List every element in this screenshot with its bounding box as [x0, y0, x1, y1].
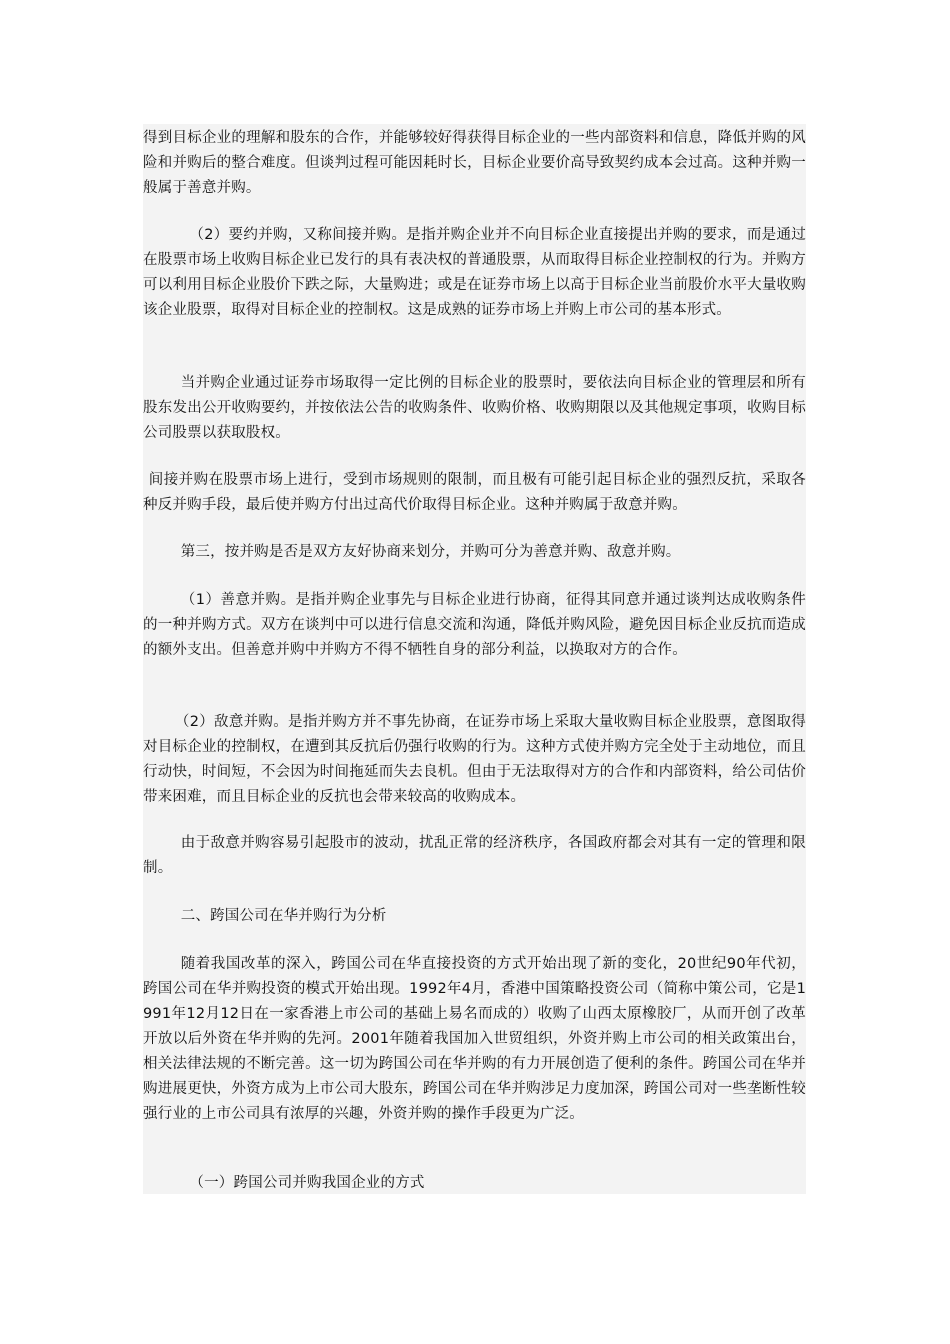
paragraph-7: （2）敌意并购。是指并购方并不事先协商，在证券市场上采取大量收购目标企业股票，意图取得对目标企业的控制权，在遭到其反抗后仍强行收购的行为。这种方式使并购方完全处于主动地位，而且行动快，时间短，不会因为时间拖延而失去良机。但由于无法取得对方的合作和内部资料，给公司估价带来困难，而且目标企业的反抗也会带来较高的收购成本。 — [143, 714, 806, 805]
paragraph-5: 第三，按并购是否是双方友好协商来划分，并购可分为善意并购、敌意并购。 — [180, 544, 681, 560]
subsection-heading: （一）跨国公司并购我国企业的方式 — [189, 1175, 425, 1191]
paragraph-6: （1）善意并购。是指并购企业事先与目标企业进行协商，征得其同意并通过谈判达成收购条件的一种并购方式。双方在谈判中可以进行信息交流和沟通，降低并购风险，避免因目标企业反抗而造成的额外支出。但善意并购中并购方不得不牺牲自身的部分利益，以换取对方的合作。 — [143, 592, 806, 658]
paragraph-2: （2）要约并购，又称间接并购。是指并购企业并不向目标企业直接提出并购的要求，而是通过在股票市场上收购目标企业已发行的具有表决权的普通股票，从而取得目标企业控制权的行为。并购方可以利用目标企业股价下跌之际，大量购进；或是在证券市场上以高于目标企业当前股价水平大量收购该企业股票，取得对目标企业的控制权。这是成熟的证券市场上并购上市公司的基本形式。 — [143, 227, 806, 318]
paragraph-1: 得到目标企业的理解和股东的合作，并能够较好得获得目标企业的一些内部资料和信息，降低并购的风险和并购后的整合难度。但谈判过程可能因耗时长，目标企业要价高导致契约成本会过高。这种并购一般属于善意并购。 — [143, 130, 806, 196]
paragraph-4: 间接并购在股票市场上进行，受到市场规则的限制，而且极有可能引起目标企业的强烈反抗，采取各种反并购手段，最后使并购方付出过高代价取得目标企业。这种并购属于敌意并购。 — [143, 472, 806, 513]
paragraph-8: 由于敌意并购容易引起股市的波动，扰乱正常的经济秩序，各国政府都会对其有一定的管理和限制。 — [143, 835, 806, 876]
section-heading: 二、跨国公司在华并购行为分析 — [180, 908, 387, 924]
paragraph-3: 当并购企业通过证券市场取得一定比例的目标企业的股票时，要依法向目标企业的管理层和所有股东发出公开收购要约，并按依法公告的收购条件、收购价格、收购期限以及其他规定事项，收购目标公司股票以获取股权。 — [143, 375, 806, 441]
paragraph-9: 随着我国改革的深入，跨国公司在华直接投资的方式开始出现了新的变化，20世纪90年代初，跨国公司在华并购投资的模式开始出现。1992年4月，香港中国策略投资公司（简称中策公司，它是1991年12月12日在一家香港上市公司的基础上易名而成的）收购了山西太原橡胶厂，从而开创了改革开放以后外资在华并购的先河。2001年随着我国加入世贸组织，外资并购上市公司的相关政策出台，相关法律法规的不断完善。这一切为跨国公司在华并购的有力开展创造了便利的条件。跨国公司在华并购进展更快，外资方成为上市公司大股东，跨国公司在华并购涉足力度加深，跨国公司对一些垄断性较强行业的上市公司具有浓厚的兴趣，外资并购的操作手段更为广泛。 — [143, 956, 806, 1122]
document-body — [143, 124, 806, 1194]
